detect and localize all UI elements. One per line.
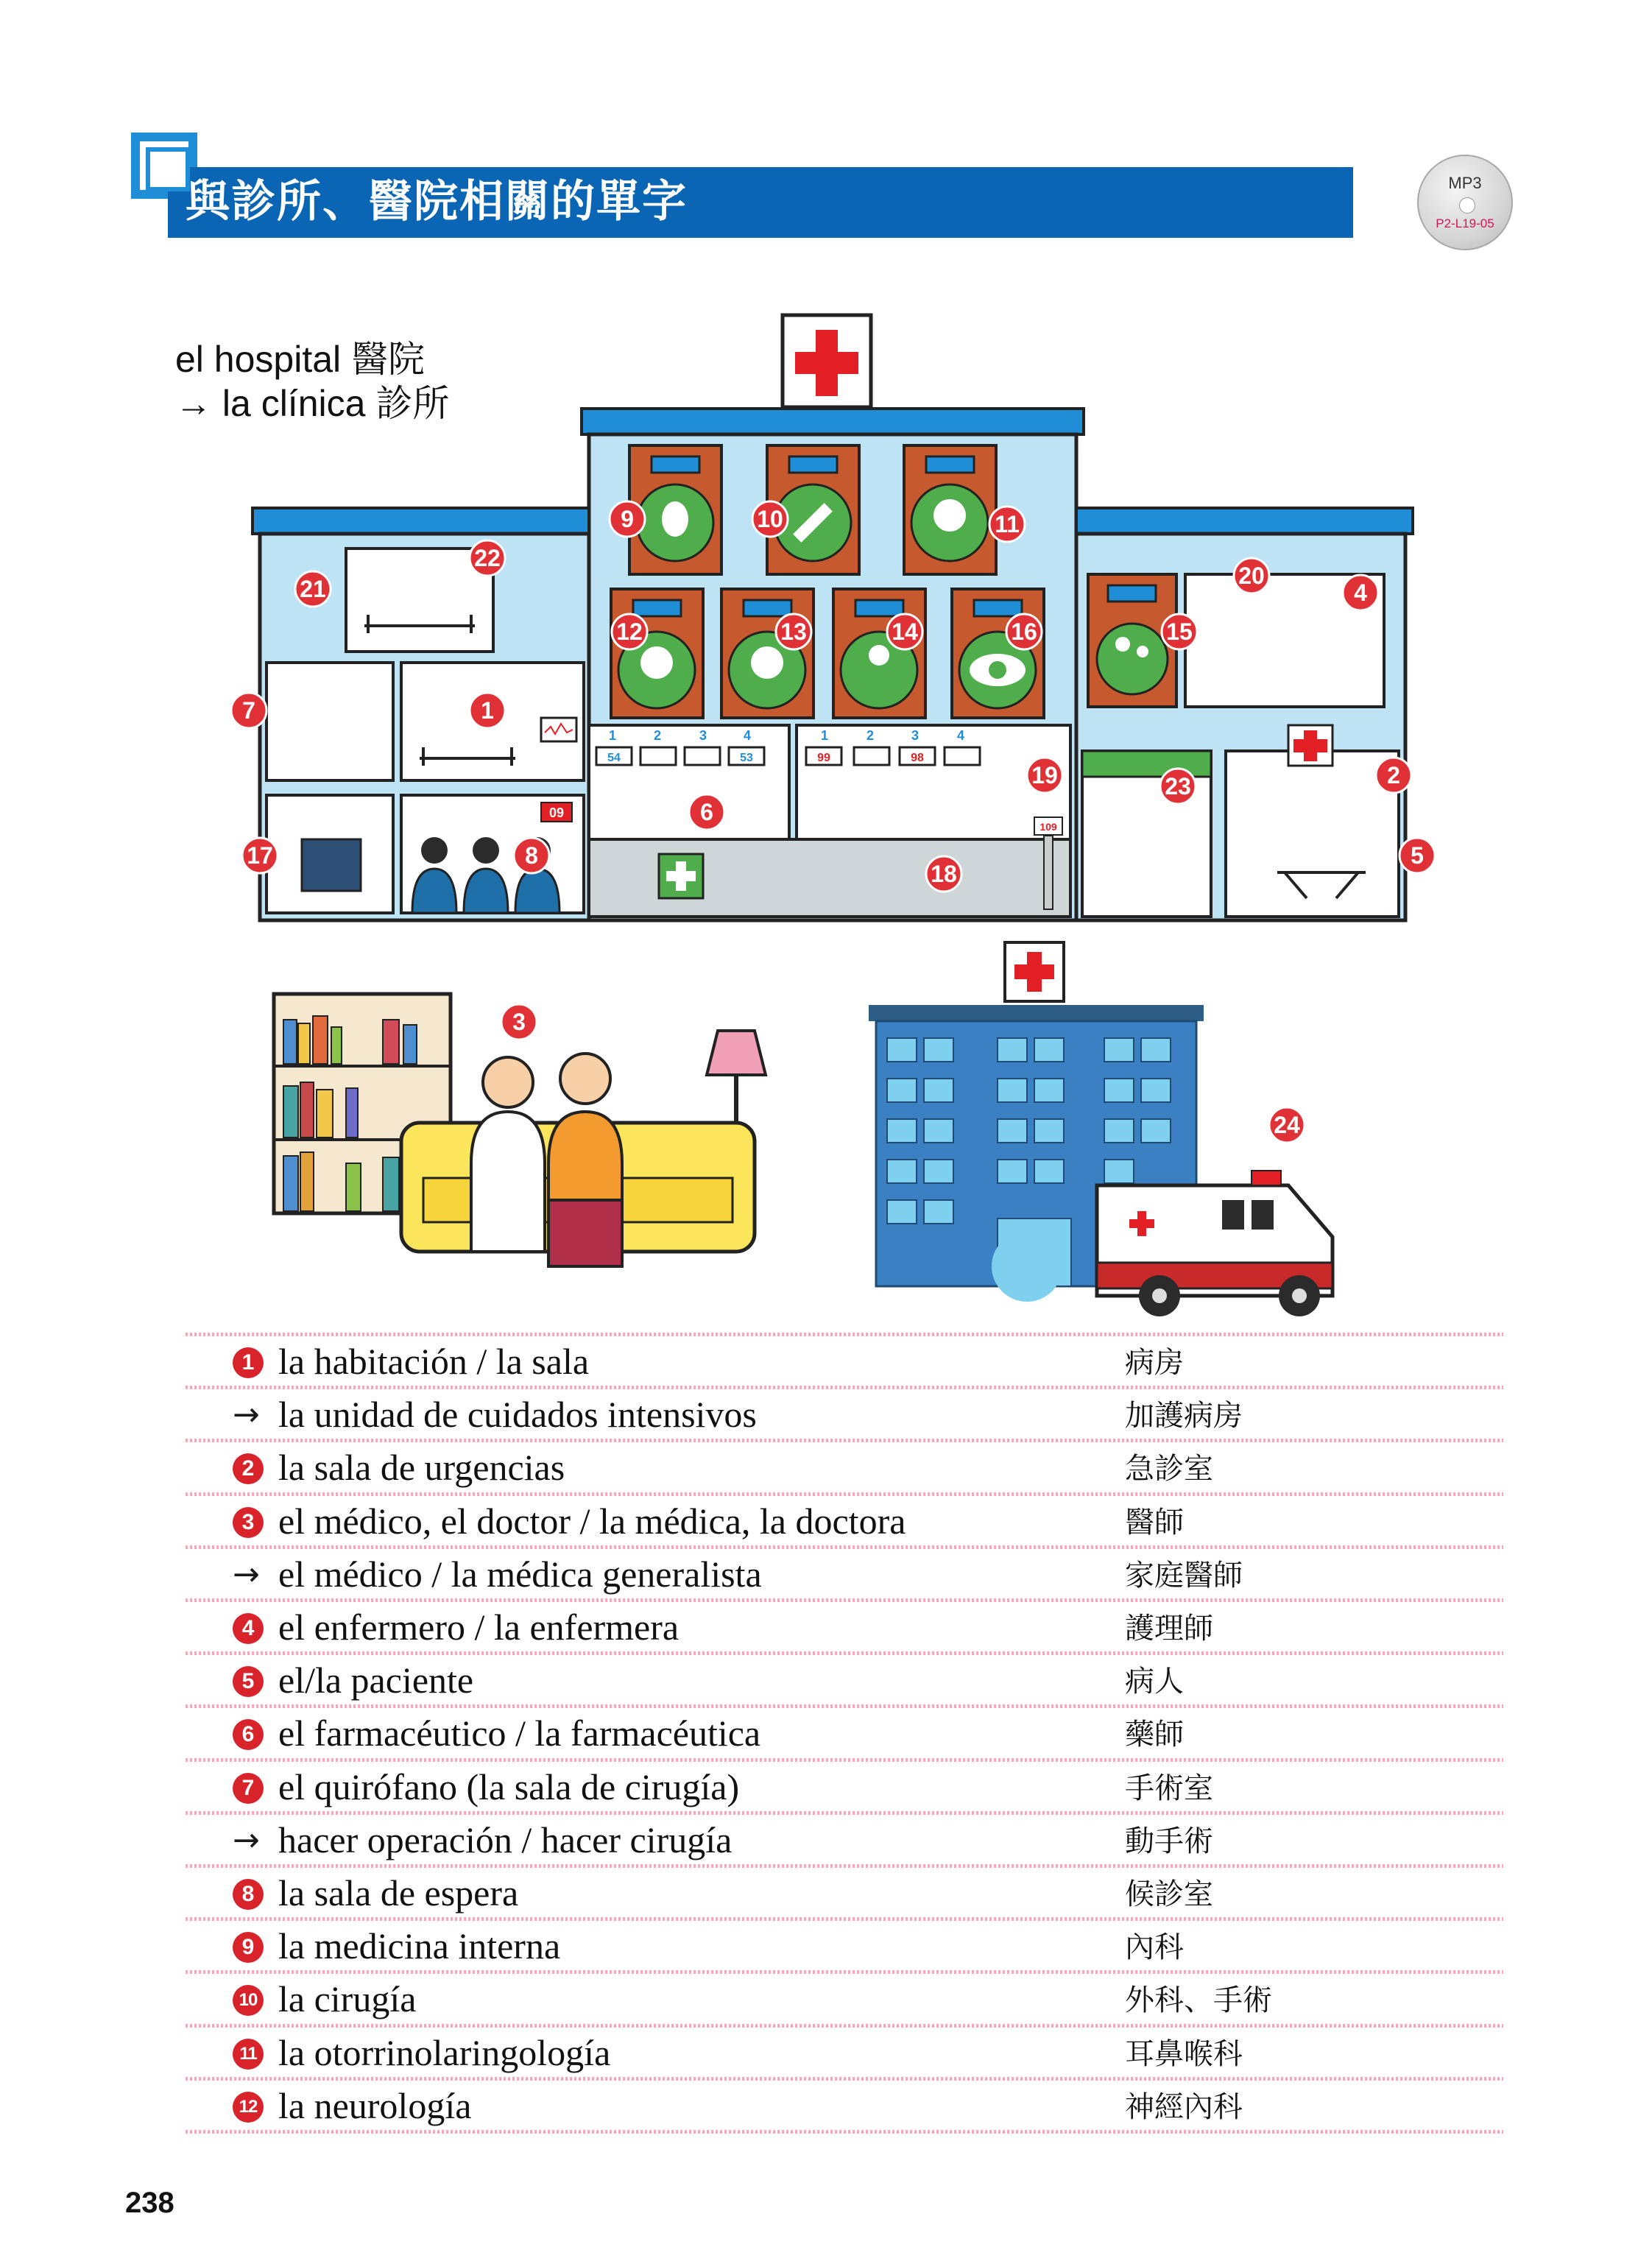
spanish-term: la medicina interna [278,1925,561,1967]
spanish-term: el quirófano (la sala de cirugía) [278,1766,740,1807]
vocab-row [186,1973,1503,2026]
counter-number: 3 [699,728,707,743]
svg-text:19: 19 [1031,762,1058,789]
callout-4 [1343,575,1378,610]
callout-17 [242,838,278,873]
vocab-row [186,1336,1503,1389]
spanish-term: el enfermero / la enfermera [278,1606,679,1648]
waiting-people [412,869,560,913]
page-title: 與診所、醫院相關的單字 [186,176,688,227]
item-number-badge: 10 [233,1985,264,2016]
page-number: 238 [125,2187,174,2219]
queue-display: 98 [911,752,924,764]
vocab-row [186,1442,1503,1495]
spanish-term: el/la paciente [278,1659,474,1701]
spanish-term: hacer operación / hacer cirugía [278,1819,733,1860]
row-divider [186,2130,1503,2134]
clinic-term: → la clínica 診所 [175,383,450,424]
svg-text:10: 10 [757,506,783,532]
svg-text:6: 6 [700,799,713,825]
chinese-translation: 手術室 [1125,1771,1213,1805]
item-number-badge: 6 [233,1719,264,1750]
spanish-term: el médico, el doctor / la médica, la doctora [278,1500,906,1542]
svg-text:8: 8 [525,842,538,869]
svg-text:20: 20 [1238,562,1265,589]
counter-number: 4 [956,728,965,743]
callout-13 [776,614,811,649]
callout-14 [887,614,922,649]
counter-number: 2 [866,728,875,743]
city-hospital-sign-icon [1005,942,1064,1001]
callout-23 [1160,769,1196,804]
chinese-translation: 病房 [1125,1346,1184,1380]
svg-text:9: 9 [621,506,634,532]
svg-text:15: 15 [1166,618,1193,645]
callout-12 [612,614,647,649]
arrow-icon: → [233,1555,260,1593]
svg-text:12: 12 [616,618,643,645]
svg-text:5: 5 [1411,842,1424,869]
item-number-badge: 9 [233,1932,264,1963]
callout-10 [752,501,788,537]
item-number-badge: 5 [233,1666,264,1697]
chinese-translation: 護理師 [1125,1612,1213,1646]
chinese-translation: 動手術 [1125,1824,1213,1858]
vocab-row [186,2027,1503,2080]
item-number-badge: 4 [233,1613,264,1644]
vocab-row [186,1920,1503,1973]
queue-display: 53 [740,752,753,764]
vocab-row [186,1389,1503,1442]
callout-24 [1269,1107,1305,1143]
patient-figure [548,1054,622,1266]
mp3-track-code: P2-L19-05 [1436,216,1494,230]
callout-21 [295,571,331,607]
chinese-translation: 候診室 [1125,1877,1213,1911]
vocab-row [186,1601,1503,1654]
item-number-badge: 7 [233,1773,264,1804]
vocab-row [186,1761,1503,1814]
emergency-cross-icon [1288,725,1332,766]
svg-text:2: 2 [1387,762,1400,789]
callout-5 [1399,838,1435,873]
chinese-translation: 外科、手術 [1125,1983,1272,2018]
spanish-term: la neurología [278,2084,472,2126]
vocab-row [186,1654,1503,1707]
spanish-term: la sala de urgencias [278,1447,565,1489]
callout-20 [1234,558,1269,593]
vocab-row [186,1548,1503,1601]
svg-text:13: 13 [780,618,807,645]
spanish-term: la cirugía [278,1978,417,2020]
chinese-translation: 耳鼻喉科 [1125,2036,1243,2071]
vocab-row [186,1707,1503,1760]
callout-7 [231,693,266,728]
mp3-label: MP3 [1448,174,1482,192]
svg-text:11: 11 [995,511,1020,537]
spanish-term: la otorrinolaringología [278,2031,611,2073]
item-number-badge: 2 [233,1453,264,1484]
svg-text:18: 18 [931,861,957,887]
svg-text:7: 7 [242,697,255,724]
chinese-translation: 內科 [1125,1930,1184,1965]
spanish-term: la unidad de cuidados intensivos [278,1394,757,1436]
chinese-translation: 神經內科 [1125,2089,1243,2124]
spanish-term: la habitación / la sala [278,1341,590,1382]
chinese-translation: 加護病房 [1125,1399,1243,1433]
callout-1 [470,693,505,728]
svg-text:24: 24 [1274,1112,1300,1138]
svg-text:4: 4 [1354,579,1367,606]
item-number-badge: 12 [233,2092,264,2123]
item-number-badge: 11 [233,2039,264,2070]
hospital-term: el hospital 醫院 [175,339,426,380]
svg-text:3: 3 [512,1009,526,1035]
chinese-translation: 醫師 [1125,1505,1184,1539]
vocab-row [186,1867,1503,1920]
callout-6 [689,794,724,830]
counter-number: 4 [743,728,752,743]
callout-9 [610,501,645,537]
arrow-icon: → [233,1821,260,1859]
svg-text:1: 1 [481,697,494,724]
item-number-badge: 1 [233,1347,264,1378]
chinese-translation: 家庭醫師 [1125,1558,1243,1592]
svg-text:23: 23 [1165,773,1191,800]
spanish-term: el farmacéutico / la farmacéutica [278,1712,761,1754]
counter-number: 3 [911,728,919,743]
counter-number: 2 [653,728,662,743]
hospital-sign-icon [783,315,871,407]
callout-2 [1376,758,1411,793]
item-number-badge: 3 [233,1507,264,1538]
svg-text:22: 22 [474,545,501,571]
callout-18 [926,856,961,892]
svg-text:09: 09 [548,805,565,820]
svg-text:16: 16 [1011,618,1037,645]
queue-display: 54 [607,752,621,764]
doctor-figure [471,1057,545,1252]
ambulance-icon [1097,1171,1332,1316]
spanish-term: la sala de espera [278,1872,519,1913]
counter-number: 1 [608,728,617,743]
vocab-row [186,1814,1503,1867]
pharmacy-cross-icon [659,854,703,898]
spanish-term: el médico / la médica generalista [278,1553,762,1595]
svg-text:109: 109 [1039,821,1057,833]
vocab-row [186,2080,1503,2133]
item-number-badge: 8 [233,1879,264,1910]
vocab-row [186,1495,1503,1548]
chinese-translation: 病人 [1125,1665,1184,1699]
callout-22 [470,540,505,576]
callout-15 [1162,614,1197,649]
callout-19 [1027,758,1062,793]
svg-text:17: 17 [247,842,273,869]
xray-icon [302,839,361,891]
callout-3 [501,1004,537,1040]
callout-11 [989,507,1025,542]
queue-display: 99 [817,752,830,764]
chinese-translation: 急診室 [1125,1452,1213,1486]
arrow-icon: → [233,1396,260,1434]
callout-16 [1006,614,1042,649]
svg-text:21: 21 [300,576,326,602]
callout-8 [514,838,549,873]
svg-text:14: 14 [892,618,918,645]
waiting-room-display [541,803,572,822]
chinese-translation: 藥師 [1125,1718,1184,1752]
counter-number: 1 [820,728,829,743]
